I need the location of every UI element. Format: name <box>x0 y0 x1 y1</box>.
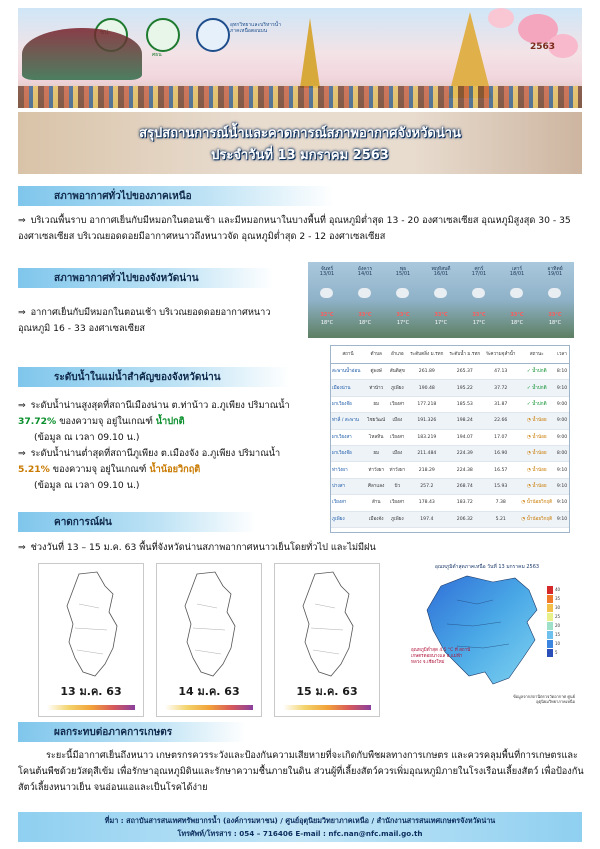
legend-swatch <box>547 649 553 657</box>
rain-map <box>38 563 144 717</box>
nan-weather-text <box>18 305 300 337</box>
river-item-max: ⇒ ระดับน้ำน่านสูงสุดที่สถานีเมืองน่าน ต.ท่าน้าว อ.ภูเพียง ปริมาณน้ำ 37.72% ของความจุ อยู่ในเกณฑ์ น้ำปกติ (ข้อมูล ณ เวลา 09.10 น.) <box>18 398 306 446</box>
table-cell: 9:00 <box>555 429 569 445</box>
forecast-low: 18°C <box>320 320 334 326</box>
table-cell: 9:00 <box>555 396 569 412</box>
agency-logo-3 <box>196 18 230 52</box>
status-badge: ✓ น้ำปกติ <box>526 401 547 407</box>
rain-map <box>156 563 262 717</box>
table-cell: 16.57 <box>483 462 518 478</box>
legend-swatch <box>547 631 553 639</box>
north-temperature-map <box>397 560 577 715</box>
status-badge: ◔ น้ำน้อยวิกฤติ <box>521 516 553 522</box>
rain-map-date: 15 ม.ค. 63 <box>296 685 358 698</box>
table-cell <box>518 511 555 527</box>
table-cell: ผาเวียงสา <box>331 429 365 445</box>
status-badge: ◔ น้ำน้อย <box>526 483 547 489</box>
forecast-high: 33°C <box>472 312 486 318</box>
table-cell: 17.07 <box>483 429 518 445</box>
table-row <box>331 364 569 380</box>
arrow-icon: ⇒ <box>18 215 26 226</box>
table-cell: 194.07 <box>446 429 483 445</box>
forecast-day <box>538 262 572 338</box>
table-cell: 9:10 <box>555 380 569 396</box>
forecast-day-name: เสาร์ <box>511 266 523 272</box>
river-level-text <box>18 398 306 494</box>
table-cell: ภูเพียง <box>387 380 407 396</box>
section-heading-north-weather: สภาพอากาศทั่วไปของภาคเหนือ <box>18 186 334 206</box>
table-row <box>331 462 569 478</box>
forecast-day <box>424 262 458 338</box>
table-cell: ยม <box>365 396 387 412</box>
table-cell: ภูเพียง <box>387 511 407 527</box>
table-cell: 16.90 <box>483 445 518 461</box>
footer-source: ที่มา : สถาบันสารสนเทศทรัพยากรน้ำ (องค์การมหาชน) / ศูนย์อุตุนิยมวิทยาภาคเหนือ / สำนักงานสารสนเทศเกษตรจังหวัดน่าน <box>104 816 496 825</box>
cloud-icon <box>434 288 447 298</box>
table-cell: ท่าลี่ / สะพาน <box>331 413 365 429</box>
nan-weather-body: อากาศเย็นกับมีหมอกในตอนเช้า บริเวณยอดดอยอากาศหนาว อุณหภูมิ 16 - 33 องศาเซลเซียส <box>18 307 271 334</box>
footer-contact: โทรศัพท์/โทรสาร : 054 – 716406 E-mail : nfc.nan@nfc.mail.go.th <box>177 829 423 838</box>
min-time: (ข้อมูล ณ เวลา 09.10 น.) <box>34 480 140 491</box>
table-cell: 9:10 <box>555 511 569 527</box>
table-cell: 190.48 <box>407 380 446 396</box>
table-cell: เมือง <box>387 445 407 461</box>
legend-label: 25 <box>555 614 561 619</box>
max-status: น้ำปกติ <box>155 416 185 427</box>
table-cell: เมืองน่าน <box>331 380 365 396</box>
rain-map-date: 14 ม.ค. 63 <box>178 685 240 698</box>
forecast-high: 33°C <box>434 312 448 318</box>
legend-label: 5 <box>555 650 558 655</box>
table-cell: 5.21 <box>483 511 518 527</box>
forecast-day-name: อังคาร <box>357 266 373 272</box>
table-cell: เมืองจัง <box>365 511 387 527</box>
table-cell: ท่าวังผา <box>387 462 407 478</box>
agency-logo-2 <box>146 18 180 52</box>
golden-pagoda-icon <box>300 18 320 88</box>
table-cell <box>518 495 555 511</box>
table-cell: ภูเพียง <box>331 511 365 527</box>
forecast-high: 33°C <box>358 312 372 318</box>
forecast-low: 18°C <box>510 320 524 326</box>
table-cell: 7.38 <box>483 495 518 511</box>
table-cell: 9:10 <box>555 462 569 478</box>
table-cell: 224.38 <box>446 462 483 478</box>
table-cell: 177.218 <box>407 396 446 412</box>
table-cell: 31.87 <box>483 396 518 412</box>
max-time: (ข้อมูล ณ เวลา 09.10 น.) <box>34 432 140 443</box>
table-cell: 183.72 <box>446 495 483 511</box>
arrow-icon: ⇒ <box>18 307 26 318</box>
forecast-day-name: พุธ <box>399 266 407 272</box>
forecast-date: 16/01 <box>433 271 449 277</box>
table-cell: 9:00 <box>555 413 569 429</box>
table-row <box>331 429 569 445</box>
table-cell: ผาเวียงจ๊อ <box>331 396 365 412</box>
table-cell: 183.219 <box>407 429 446 445</box>
legend-label: 40 <box>555 587 561 592</box>
table-cell <box>518 364 555 380</box>
table-cell: 185.53 <box>446 396 483 412</box>
arrow-icon: ⇒ <box>18 448 26 459</box>
page-title: สรุปสถานการณ์น้ำและคาดการณ์สภาพอากาศจังหวัดน่าน <box>139 126 461 141</box>
table-cell: 9:10 <box>555 478 569 494</box>
table-cell: เวียงสา <box>331 495 365 511</box>
page-date: ประจำวันที่ 13 มกราคม 2563 <box>211 148 389 163</box>
agency-logo-3-text: อุทกวิทยาและบริหารน้ำ ภาคเหนือตอนบน <box>230 22 282 34</box>
table-header: %ความจุลำน้ำ <box>483 346 518 364</box>
legend-label: 30 <box>555 605 561 610</box>
table-row <box>331 396 569 412</box>
table-cell: 206.32 <box>446 511 483 527</box>
table-cell: 261.89 <box>407 364 446 380</box>
forecast-day <box>386 262 420 338</box>
forecast-high: 32°C <box>320 312 334 318</box>
table-cell <box>518 429 555 445</box>
status-badge: ◔ น้ำน้อย <box>526 418 547 424</box>
cloud-icon <box>358 288 371 298</box>
rain-map <box>274 563 380 717</box>
title-bar <box>18 112 582 174</box>
header-banner <box>18 8 582 108</box>
legend-label: 15 <box>555 632 561 637</box>
table-cell: 47.13 <box>483 364 518 380</box>
water-level-table <box>330 345 570 533</box>
legend-swatch <box>547 586 553 594</box>
legend-swatch <box>547 604 553 612</box>
table-cell: 211.484 <box>407 445 446 461</box>
table-cell: เวียงสา <box>387 396 407 412</box>
forecast-day <box>500 262 534 338</box>
forecast-day <box>348 262 382 338</box>
boat-icon <box>22 28 142 80</box>
legend-swatch <box>547 622 553 630</box>
forecast-date: 19/01 <box>547 271 563 277</box>
table-cell: ไหลหิน <box>365 429 387 445</box>
table-cell <box>518 478 555 494</box>
table-cell: ท่าวังผา <box>365 462 387 478</box>
temperature-map-title: อุณหภูมิต่ำสุดภาคเหนือ วันที่ 13 มกราคม 2563 <box>434 564 540 570</box>
legend-swatch <box>547 640 553 648</box>
arrow-icon: ⇒ <box>18 542 26 553</box>
table-cell: 198.24 <box>446 413 483 429</box>
table-header: เวลา <box>555 346 569 364</box>
table-row <box>331 445 569 461</box>
forecast-date: 17/01 <box>471 271 487 277</box>
forecast-day-name: ศุกร์ <box>474 266 484 272</box>
north-weather-body: บริเวณพื้นราบ อากาศเย็นกับมีหมอกในตอนเช้า และมีหมอกหนาในบางพื้นที่ อุณหภูมิต่ำสุด 13 - 20 องศาเซลเซียส อุณหภูมิสูงสุด 30 - 35 องศาเซลเซียส บริเวณยอดดอยมีอากาศหนาวถึงหนาวจัด อุณหภูมิต่ำสุด 2 - 12 องศาเซลเซียส <box>18 215 571 242</box>
rain-map-date: 13 ม.ค. 63 <box>60 685 122 698</box>
table-row <box>331 380 569 396</box>
table-header: ตำบล <box>365 346 387 364</box>
table-cell: เวียงสา <box>387 495 407 511</box>
table-cell <box>518 396 555 412</box>
forecast-low: 17°C <box>472 320 486 326</box>
legend-swatch <box>547 613 553 621</box>
forecast-day <box>462 262 496 338</box>
rain-forecast-body: ช่วงวันที่ 13 – 15 ม.ค. 63 พื้นที่จังหวัดน่านสภาพอากาศหนาวเย็นโดยทั่วไป และไม่มีฝน <box>30 542 376 553</box>
status-badge: ◔ น้ำน้อย <box>526 467 547 473</box>
max-percent: 37.72% <box>18 416 57 427</box>
rain-scale <box>165 705 253 710</box>
table-cell: เวียงสา <box>387 429 407 445</box>
table-cell: ส้าน <box>365 495 387 511</box>
table-cell: ปางสา <box>331 478 365 494</box>
table-cell: 9:10 <box>555 495 569 511</box>
table-row <box>331 495 569 511</box>
legend-label: 35 <box>555 596 561 601</box>
table-cell: ไชยวัฒน์ <box>365 413 387 429</box>
table-cell: ยม <box>365 445 387 461</box>
table-cell <box>518 445 555 461</box>
forecast-high: 33°C <box>396 312 410 318</box>
status-badge: ✓ น้ำปกติ <box>526 385 547 391</box>
table-header: อำเภอ <box>387 346 407 364</box>
festival-crowd <box>18 86 582 108</box>
table-header: สถานะ <box>518 346 555 364</box>
table-header: สถานี <box>331 346 365 364</box>
table-cell: 191.326 <box>407 413 446 429</box>
table-cell: 224.39 <box>446 445 483 461</box>
forecast-low: 18°C <box>358 320 372 326</box>
min-percent: 5.21% <box>18 464 50 475</box>
forecast-date: 13/01 <box>319 271 335 277</box>
rain-forecast-text <box>18 540 578 556</box>
table-cell: 197.4 <box>407 511 446 527</box>
table-cell: ปัว <box>387 478 407 494</box>
section-heading-rain-forecast: คาดการณ์ฝน <box>18 512 256 532</box>
table-row <box>331 511 569 527</box>
forecast-day-name: จันทร์ <box>320 266 334 272</box>
table-cell: ดู่พงษ์ <box>365 364 387 380</box>
table-cell: 15.93 <box>483 478 518 494</box>
table-cell: ท่าน้าว <box>365 380 387 396</box>
forecast-low: 17°C <box>396 320 410 326</box>
temperature-note: อุณหภูมิต่ำสุด 4.5 °C ที่ สถานีเกษตรดอยนางแล อ.แม่ฟ้าหลวง จ.เชียงใหม่ <box>411 648 471 665</box>
rain-scale <box>283 705 371 710</box>
legend-label: 10 <box>555 641 561 646</box>
north-weather-text <box>18 213 578 245</box>
forecast-day-name: อาทิตย์ <box>547 266 563 272</box>
table-cell: 218.29 <box>407 462 446 478</box>
table-cell: สะพานน้ำอ่อน <box>331 364 365 380</box>
cloud-icon <box>548 288 561 298</box>
table-cell: 22.66 <box>483 413 518 429</box>
cloud-icon <box>396 288 409 298</box>
forecast-high: 33°C <box>510 312 524 318</box>
table-cell: 265.37 <box>446 364 483 380</box>
table-cell: ท่าวังผา <box>331 462 365 478</box>
table-cell: 195.22 <box>446 380 483 396</box>
forecast-date: 14/01 <box>357 271 373 277</box>
cloud-icon <box>510 288 523 298</box>
table-cell: ผาเวียงจ๊อ <box>331 445 365 461</box>
table-cell <box>518 462 555 478</box>
section-heading-nan-weather: สภาพอากาศทั่วไปของจังหวัดน่าน <box>18 268 274 288</box>
section-heading-agri-impact: ผลกระทบต่อภาคการเกษตร <box>18 722 246 742</box>
cloud-icon <box>320 288 333 298</box>
status-badge: ✓ น้ำปกติ <box>526 369 547 375</box>
year-badge: 2563 <box>530 42 556 52</box>
table-row <box>331 413 569 429</box>
table-cell: 178.43 <box>407 495 446 511</box>
section-heading-river-level: ระดับน้ำในแม่น้ำสำคัญของจังหวัดน่าน <box>18 367 290 387</box>
table-cell: 257.2 <box>407 478 446 494</box>
weekly-forecast-panel <box>308 262 574 338</box>
rain-scale <box>47 705 135 710</box>
status-badge: ◔ น้ำน้อย <box>526 434 547 440</box>
legend-swatch <box>547 595 553 603</box>
agri-impact-text: ระยะนี้มีอากาศเย็นถึงหนาว เกษตรกรควรระวังและป้องกันความเสียหายที่จะเกิดกับพืชผลทางการเกษตร และควรคลุมพื้นที่การเกษตรและโคนต้นพืชด้วยวัสดุสีเข้ม เพื่อรักษาอุณหภูมิดินและรักษาความชื้นภายในดิน ส่วนผู้ที่เลี้ยงสัตว์ควรเพิ่มอุณหภูมิภายในโรงเรือนเลี้ยงสัตว์ เพื่อป้องกันสัตว์เลี้ยงหนาวเย็น จนอ่อนแอและเป็นโรคได้ง่าย <box>18 750 584 793</box>
agency-logo-2-text: ศธน <box>152 52 162 58</box>
table-cell <box>518 380 555 396</box>
table-cell: 37.72 <box>483 380 518 396</box>
table-row <box>331 478 569 494</box>
status-badge: ◔ น้ำน้อย <box>526 451 547 457</box>
table-cell: ศิลาแลง <box>365 478 387 494</box>
cherry-blossom-icon <box>488 8 514 28</box>
temperature-source: ข้อมูลจากสถานีตรวจวัดอากาศ ศูนย์อุตุนิยมวิทยาภาคเหนือ <box>512 694 575 704</box>
status-badge: ◔ น้ำน้อยวิกฤติ <box>521 500 553 506</box>
table-cell: สันติสุข <box>387 364 407 380</box>
table-cell: 268.74 <box>446 478 483 494</box>
table-cell: 8:00 <box>555 445 569 461</box>
table-cell <box>518 413 555 429</box>
table-cell: เมือง <box>387 413 407 429</box>
min-status: น้ำน้อยวิกฤติ <box>149 464 201 475</box>
cloud-icon <box>472 288 485 298</box>
forecast-date: 18/01 <box>509 271 525 277</box>
forecast-low: 17°C <box>434 320 448 326</box>
table-header: ระดับตลิ่ง ม.รทก <box>407 346 446 364</box>
forecast-day <box>310 262 344 338</box>
footer <box>18 812 582 842</box>
forecast-day-name: พฤหัสบดี <box>431 266 451 272</box>
forecast-date: 15/01 <box>395 271 411 277</box>
table-header: ระดับน้ำ ม.รทก <box>446 346 483 364</box>
arrow-icon: ⇒ <box>18 400 26 411</box>
table-cell: 8:10 <box>555 364 569 380</box>
forecast-low: 18°C <box>548 320 562 326</box>
legend-label: 20 <box>555 623 561 628</box>
forecast-high: 33°C <box>548 312 562 318</box>
river-item-min: ⇒ ระดับน้ำน่านต่ำสุดที่สถานีภูเพียง ต.เมืองจัง อ.ภูเพียง ปริมาณน้ำ 5.21% ของความจุ อยู่ในเกณฑ์ น้ำน้อยวิกฤติ (ข้อมูล ณ เวลา 09.10 น.) <box>18 446 306 494</box>
